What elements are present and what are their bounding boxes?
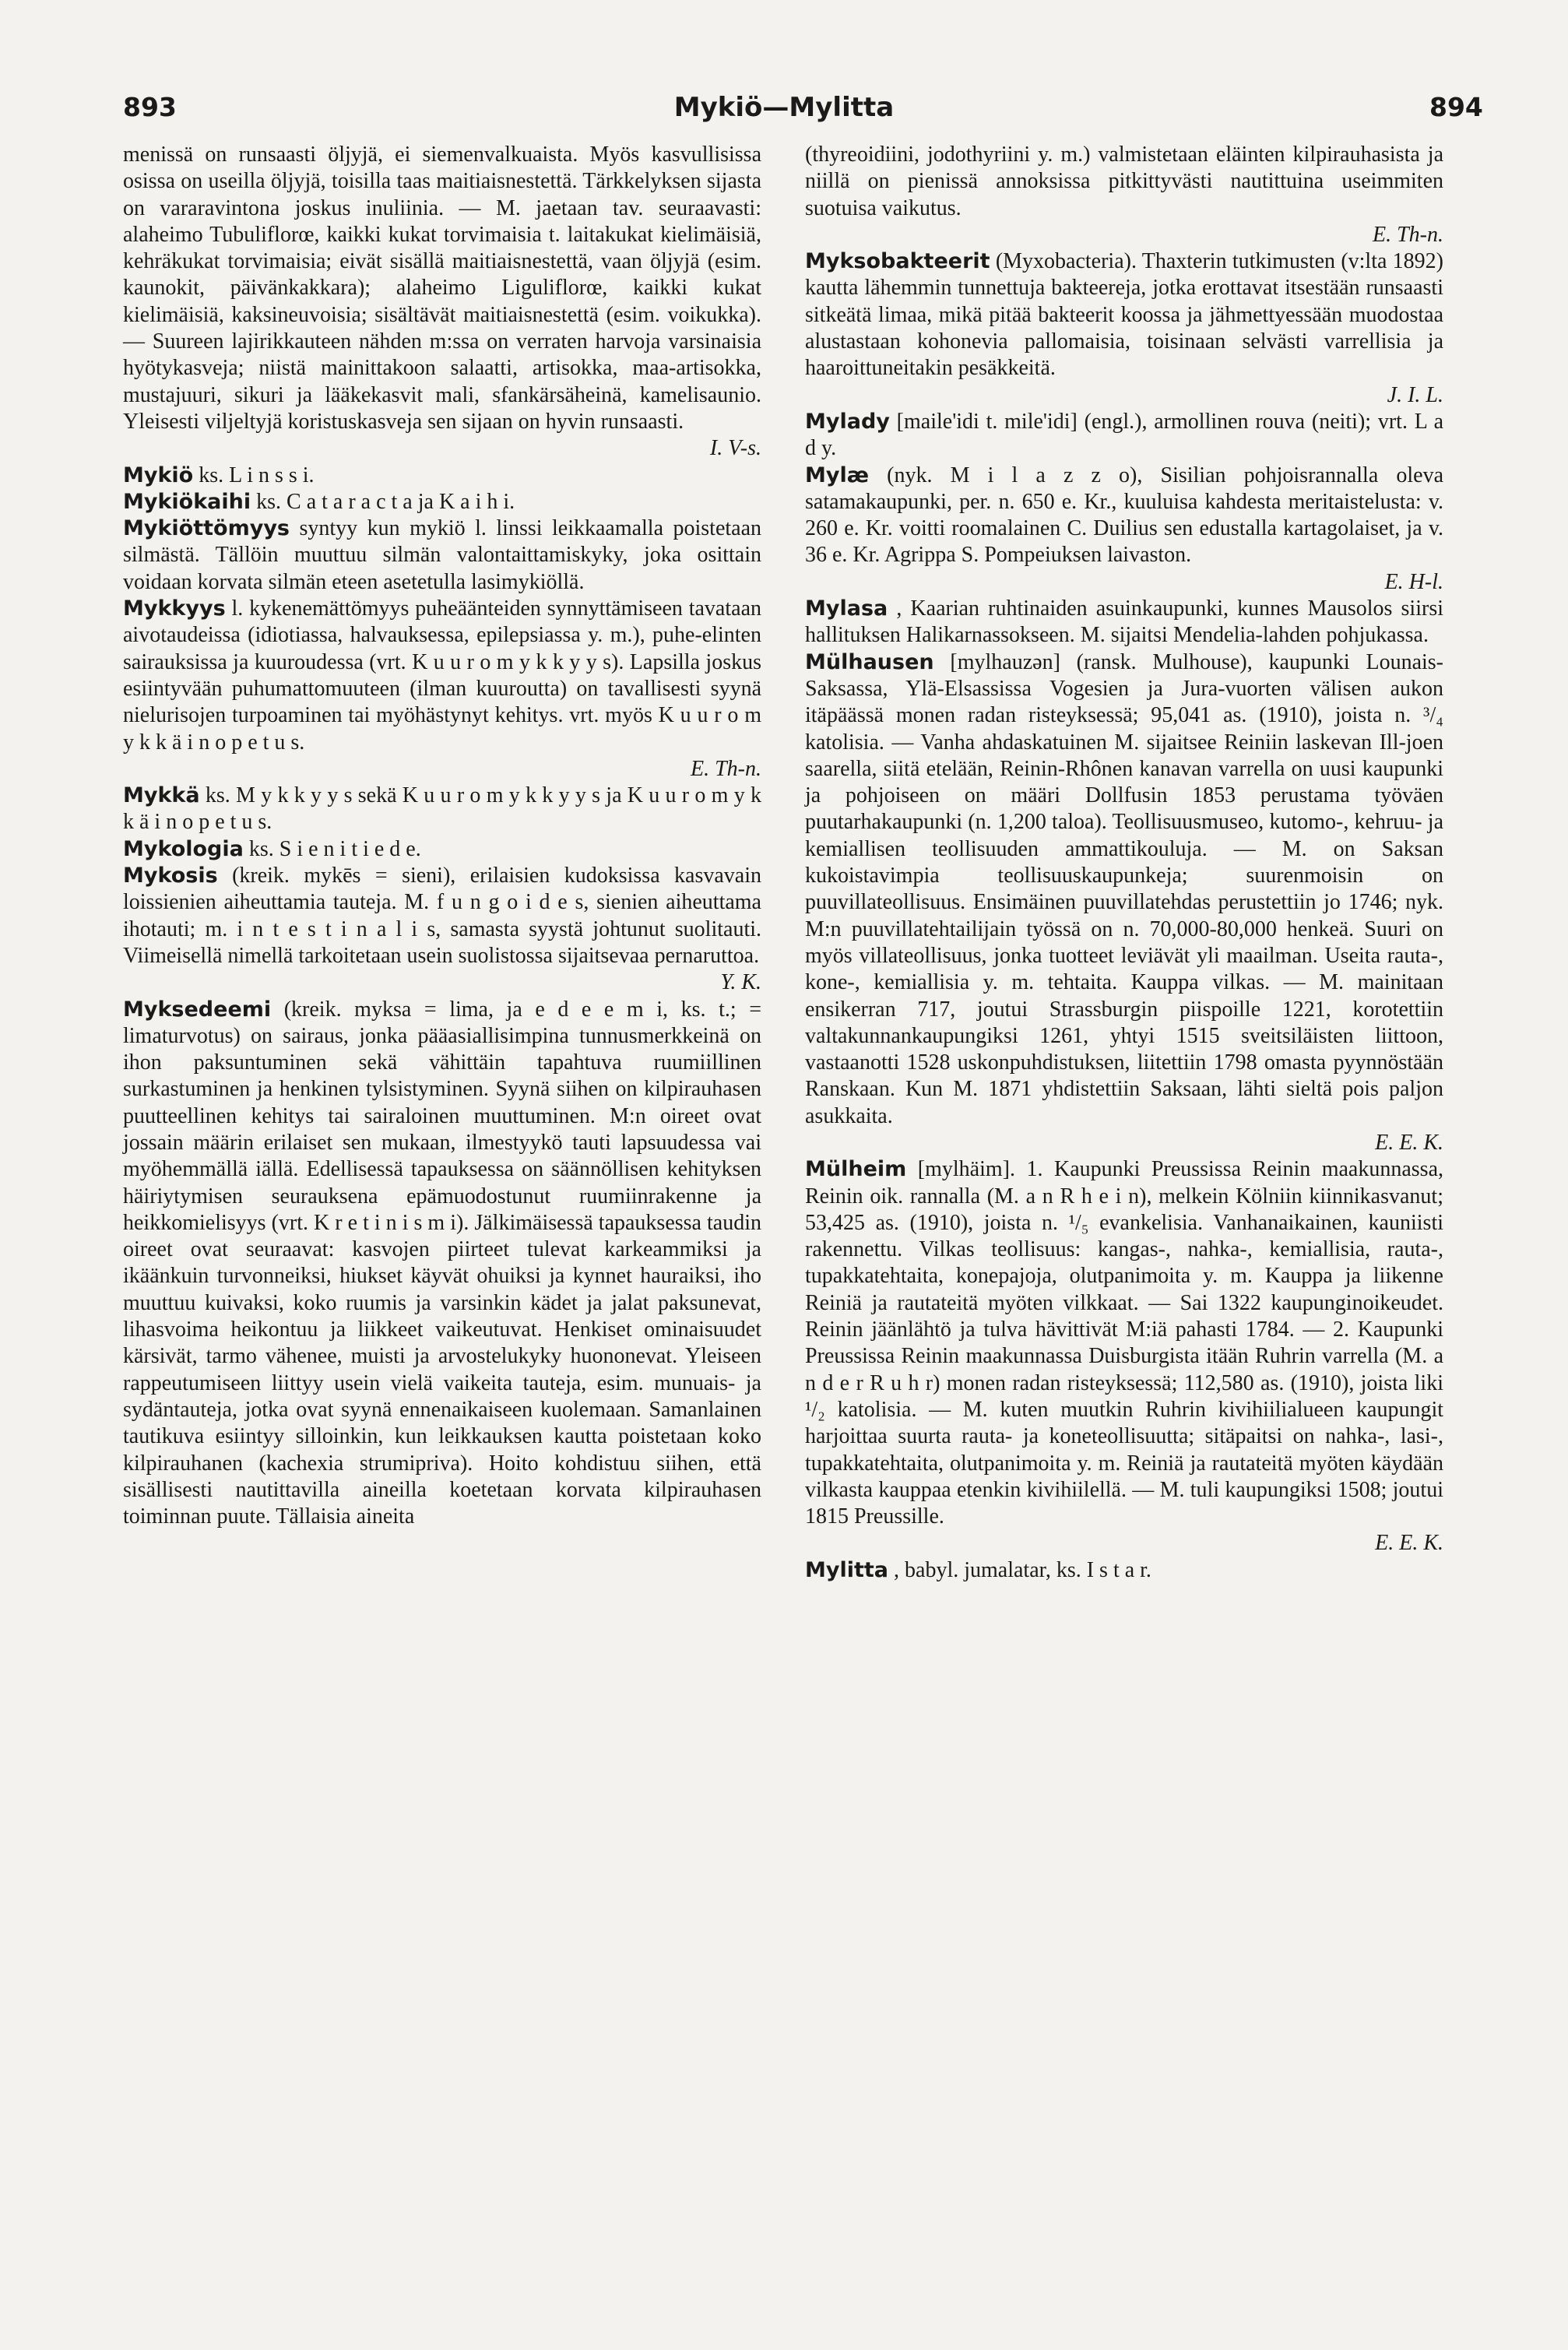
entry-text: (kreik. myksa = lima, ja e d e e m i, ks. t.; = limaturvotus) on sairaus, jonka pääasiallisimpina tunnusmerkkeinä on ihon paksuntuminen sekä vähittäin tapahtuva ruumiillinen surkastuminen ja henkinen tylsistyminen. Syynä siihen on kilpirauhasen puutteellinen kehitys tai sairaloinen muuttuminen. M:n oireet ovat jossain määrin erilaiset sen mukaan, ilmestyykö tauti lapsuudessa vai myöhemmällä iällä. Edellisessä tapauksessa on säännöllisen kehityksen häiriytymisen seurauksena epämuodostunut ruumiinrakenne ja heikkomielisyys (vrt. K r e t i n i s m i). Jälkimäisessä tapauksessa taudin oireet ovat seuraavat: kasvojen piirteet tulevat karkeammiksi ja ikäänkuin turvonneiksi, hiukset käyvät ohuiksi ja kynnet hauraiksi, iho muuttuu kuivaksi, koko ruumis ja varsinkin kädet ja jalat paksunevat, lihasvoima heikontuu ja liikkeet vaikeutuvat. Henkiset ominaisuudet kärsivät, tarmo vähenee, muisti ja arvostelukyky huononevat. Yleiseen rappeutumiseen liittyy usein vielä vaikeita tauteja, esim. munuais- ja sydäntauteja, jotka ovat syynä ennenaikaiseen kuolemaan. Samanlainen tautikuva esiintyy silloinkin, kun leikkauksen kautta poistetaan koko kilpirauhanen (kachexia strumipriva). Hoito kohdistuu siihen, että sisällisesti nautittavilla aineilla koetetaan korvata kilpirauhasen toiminnan puute. Tällaisia aineita	[123, 997, 762, 1529]
entry-text: [mylhäim]. 1. Kaupunki Preussissa Reinin maakunnassa, Reinin oik. rannalla (M. a n R h e i n), melkein Kölniin kiinnikasvanut; 53,425 as. (1910), joista n. ¹/₅ evankelisia. Vanhanaikainen, kauniisti rakennettu. Vilkas teollisuus: kangas-, nahka-, kemiallisia, rauta-, tupakkatehtaita, konepajoja, olutpanimoita y. m. Kauppa ja liikenne Reiniä ja rautateitä myöten vilkkaat. — Sai 1322 kaupunginoikeudet. Reinin jäänlähtö ja tulva hävittivät M:iä pahasti 1784. — 2. Kaupunki Preussissa Reinin maakunnassa Duisburgista itään Ruhrin varrella (M. a n d e r R u h r) monen radan risteyksessä; 112,580 as. (1910), joista liki ¹/₂ katolisia. — M. kuten muutkin Ruhrin kivihiilialueen kaupungit harjoittaa suurta rauta- ja koneteollisuutta; sitäpaitsi on nahka-, lasi-, tupakkatehtaita, olutpanimoita y. m. Reiniä ja rautateitä myöten käydään vilkasta kauppaa etenkin kivihiilellä. — M. tuli kaupungiksi 1508; joutui 1815 Preussille.	[805, 1157, 1444, 1529]
entry-text: ks. L i n s s i.	[199, 463, 315, 487]
author-signature: J. I. L.	[1387, 382, 1443, 407]
entry-headword: Mylady	[805, 409, 890, 434]
entry	[123, 489, 761, 515]
entry-headword: Mykiöttömyys	[123, 516, 290, 541]
entry-headword: Mykiö	[123, 463, 194, 487]
entry-text: (nyk. M i l a z z o), Sisilian pohjoisrannalla oleva satamakaupunki, per. n. 650 e. Kr., kuuluisa kahdesta meritaistelusta: v. 260 e. Kr. voitti roomalainen C. Duilius sen edustalla kartagolaiset, ja v. 36 e. Kr. Agrippa S. Pompeiuksen laivaston.	[805, 463, 1444, 568]
running-title: Mykiö—Mylitta	[673, 92, 895, 123]
entry-headword: Mykosis	[123, 864, 218, 888]
entry-headword: Myksedeemi	[123, 997, 272, 1022]
entry-headword: Myksobakteerit	[805, 249, 990, 274]
entry	[123, 997, 761, 1531]
entry-text: , Kaarian ruhtinaiden asuinkaupunki, kunnes Mausolos siirsi hallituksen Halikarnassokseen. M. sijaitsi Mendelia-lahden pohjukassa.	[805, 596, 1443, 648]
page-header	[0, 92, 1568, 139]
entry	[805, 463, 1443, 569]
author-signature: I. V-s.	[709, 436, 761, 461]
entry	[123, 783, 761, 836]
author-signature: E. Th-n.	[691, 756, 761, 781]
entry-headword: Mykkyys	[123, 596, 226, 621]
author-signature: E. Th-n.	[1373, 222, 1443, 247]
entry-headword: Mylasa	[805, 596, 888, 621]
entry-text: l. kykenemättömyys puheäänteiden synnyttämiseen tavataan aivotaudeissa (idiotiassa, halvauksessa, epilepsiassa y. m.), puhe-elinten sairauksissa ja kuuroudessa (vrt. K u u r o m y k k y y s). Lapsilla joskus esiintyvään puhumattomuuteen (ilman kuuroutta) on tavallisesti syynä nielurisojen turpoaminen tai myöhästynyt kehitys. vrt. myös K u u r o m y k k ä i n o p e t u s.	[123, 596, 761, 755]
entry-text: (thyreoidiini, jodothyriini y. m.) valmistetaan eläinten kilpirauhasista ja niillä on pienissä annoksissa pitkittyvästi nautittuina useimmiten suotuisa vaikutus.	[805, 142, 1443, 220]
entry-headword: Mylitta	[805, 1557, 889, 1582]
entry-text: (kreik. mykēs = sieni), erilaisien kudoksissa kasvavain loissienien aiheuttamia tauteja. M. f u n g o i d e s, sienien aiheuttama ihotauti; m. i n t e s t i n a l i s, samasta syystä johtunut suolitauti. Viimeisellä nimellä tarkoitetaan usein suolistossa sijaitsevaa pernaruttoa.	[123, 864, 762, 968]
entry	[123, 596, 761, 756]
entry-headword: Mülhausen	[805, 649, 934, 674]
entry	[805, 248, 1443, 382]
entry-headword: Mykkä	[123, 783, 200, 808]
entry	[123, 142, 761, 435]
entry-text: [mylhauzən] (ransk. Mulhouse), kaupunki Lounais-Saksassa, Ylä-Elsassissa Vogesien ja Jura-vuorten välisen aukon itäpäässä monen radan risteyksessä; 95,041 as. (1910), joista n. ³/₄ katolisia. — Vanha ahdaskatuinen M. sijaitsee Reiniin laskevan Ill-joen saarella, siitä etelään, Reinin-Rhônen kanavan varrella on uusi kaupunki ja pohjoiseen on määri Dollfusin 1853 perustama työväen puutarhakaupunki (n. 1,200 taloa). Teollisuusmuseo, kutomo-, kehruu- ja kemiallisen teollisuuden ammattikouluja. — M. on Saksan kukoistavimpia teollisuuskaupunkeja; suurenmoisin on puuvillateollisuus. Ensimäinen puuvillatehdas perustettiin jo 1746; nyk. M:n puuvillatehtailijain työssä on n. 70,000-80,000 henkeä. Suuri on myös villateollisuus, jonka tuotteet leviävät yli maailman. Useita rauta-, kone-, kemiallisia y. m. tehtaita. Kauppa vilkas. — M. mainitaan ensikerran 717, joutui Strassburgin piispoille 1221, korotettiin valtakunnankaupungiksi 1261, yhtyi 1515 sveitsiläisten liittoon, vastaanotti 1528 uskonpuhdistuksen, liitettiin 1798 omasta pyynnöstään Ranskaan. Kun M. 1871 yhdistettiin Saksaan, lähti sieltä pois paljon asukkaita.	[805, 649, 1444, 1128]
author-signature: E. E. K.	[1375, 1130, 1443, 1155]
entry	[805, 1156, 1443, 1530]
entry-text: , babyl. jumalatar, ks. I s t a r.	[894, 1557, 1151, 1582]
entry	[805, 596, 1443, 649]
entry-text: menissä on runsaasti öljyjä, ei siemenvalkuaista. Myös kasvullisissa osissa on useilla öljyjä, toisilla taas maitiaisnestettä. Tärkkelyksen sijasta on vararavintona joskus inuliinia. — M. jaetaan tav. seuraavasti: alaheimo Tubuliflorœ, kaikki kukat torvimaisia t. laitakukat kielimäisiä, kehräkukat torvimaisia; eivät sisällä maitiaisnestettä, vaan öljyjä (esim. kaunokit, päivänkakkara); alaheimo Liguliflorœ, kaikki kukat kielimäisiä, kaksineuvoisia; sisältävät maitiaisnestettä (esim. voikukka). — Suureen lajirikkauteen nähden m:ssa on verraten harvoja varsinaisia hyötykasveja; niistä mainittakoon salaatti, artisokka, maa-artisokka, mustajuuri, sikuri ja lääkekasvit mali, sfankärsäheinä, kamelisaunio. Yleisesti viljeltyjä koristuskasveja sen sijaan on hyvin runsaasti.	[123, 142, 761, 434]
entry-text: [maile'idi t. mile'idi] (engl.), armollinen rouva (neiti); vrt. L a d y.	[805, 409, 1444, 461]
page-number-left: 893	[123, 92, 177, 122]
entry	[123, 515, 761, 596]
entry-headword: Mykologia	[123, 836, 244, 861]
author-signature: Y. K.	[720, 970, 761, 995]
right-column	[805, 142, 1443, 1584]
page-number-right: 894	[1429, 92, 1483, 122]
entry-text: syntyy kun mykiö l. linssi leikkaamalla poistetaan silmästä. Tällöin muuttuu silmän valontaittamiskyky, joka osittain voidaan korvata silmän eteen asetetulla lasimykiöllä.	[123, 516, 762, 594]
entry	[123, 836, 761, 863]
left-column	[123, 142, 761, 1530]
entry	[805, 1557, 1443, 1584]
entry-headword: Mykiökaihi	[123, 489, 251, 514]
entry-text: ks. C a t a r a c t a ja K a i h i.	[256, 489, 515, 514]
entry-headword: Mylæ	[805, 463, 870, 487]
entry	[805, 649, 1443, 1130]
entry-text: ks. S i e n i t i e d e.	[248, 836, 421, 861]
entry-headword: Mülheim	[805, 1157, 907, 1182]
author-signature: E. H-l.	[1384, 569, 1443, 594]
entry-text: ks. M y k k y y s sekä K u u r o m y k k y y s ja K u u r o m y k k ä i n o p e t u s.	[123, 783, 761, 835]
entry	[805, 409, 1443, 463]
entry	[123, 463, 761, 489]
author-signature: E. E. K.	[1375, 1531, 1443, 1556]
entry-text: (Myxobacteria). Thaxterin tutkimusten (v:lta 1892) kautta lähemmin tunnettuja bakteereja, jotka erottavat itsestään runsaasti sitkeätä limaa, mikä pitää bakteerit koossa ja jähmettyessään muodostaa alustastaan kohonevia pallomaisia, toisinaan selvästi varrellisia ja haaroittuneitakin pesäkkeitä.	[805, 249, 1443, 381]
entry	[123, 863, 761, 969]
entry	[805, 142, 1443, 222]
